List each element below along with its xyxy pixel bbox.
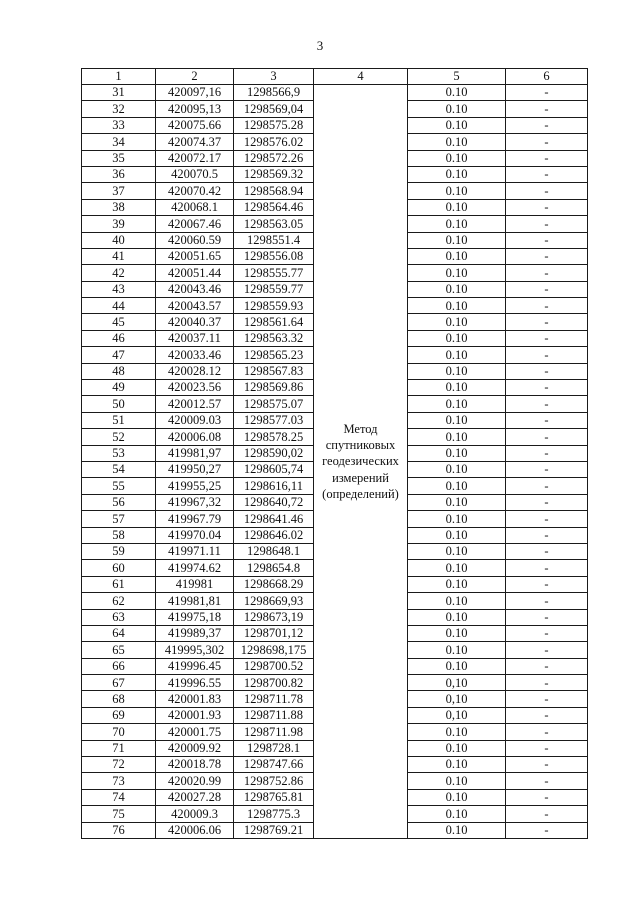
column-6-cell: - [506,675,588,691]
y-coordinate-cell: 1298669,93 [234,593,314,609]
x-coordinate-cell: 420067.46 [156,216,234,232]
x-coordinate-cell: 420009.92 [156,740,234,756]
point-number-cell: 60 [82,560,156,576]
method-cell [314,85,408,839]
column-6-cell: - [506,576,588,592]
x-coordinate-cell: 419970.04 [156,527,234,543]
column-6-cell: - [506,281,588,297]
column-6-cell: - [506,511,588,527]
x-coordinate-cell: 419981,81 [156,593,234,609]
page-number: 3 [316,38,324,53]
point-number-cell: 70 [82,724,156,740]
column-6-cell: - [506,527,588,543]
column-6-cell: - [506,724,588,740]
point-number-cell: 40 [82,232,156,248]
x-coordinate-cell: 419981,97 [156,445,234,461]
header-col-6: 6 [506,69,588,85]
y-coordinate-cell: 1298568.94 [234,183,314,199]
point-number-cell: 62 [82,593,156,609]
y-coordinate-cell: 1298673,19 [234,609,314,625]
column-6-cell: - [506,330,588,346]
y-coordinate-cell: 1298575.28 [234,117,314,133]
point-number-cell: 61 [82,576,156,592]
column-6-cell: - [506,560,588,576]
accuracy-cell: 0.10 [408,298,506,314]
point-number-cell: 75 [82,806,156,822]
column-6-cell: - [506,298,588,314]
y-coordinate-cell: 1298559.77 [234,281,314,297]
accuracy-cell: 0.10 [408,593,506,609]
accuracy-cell: 0.10 [408,248,506,264]
x-coordinate-cell: 419981 [156,576,234,592]
accuracy-cell: 0.10 [408,625,506,641]
y-coordinate-cell: 1298711.98 [234,724,314,740]
column-6-cell: - [506,85,588,101]
x-coordinate-cell: 419971.11 [156,543,234,559]
y-coordinate-cell: 1298668.29 [234,576,314,592]
column-6-cell: - [506,625,588,641]
point-number-cell: 73 [82,773,156,789]
point-number-cell: 31 [82,85,156,101]
column-6-cell: - [506,445,588,461]
point-number-cell: 66 [82,658,156,674]
point-number-cell: 38 [82,199,156,215]
column-6-cell: - [506,183,588,199]
accuracy-cell: 0.10 [408,363,506,379]
column-6-cell: - [506,412,588,428]
y-coordinate-cell: 1298567.83 [234,363,314,379]
accuracy-cell: 0,10 [408,675,506,691]
point-number-cell: 65 [82,642,156,658]
point-number-cell: 47 [82,347,156,363]
accuracy-cell: 0.10 [408,789,506,805]
point-number-cell: 35 [82,150,156,166]
point-number-cell: 39 [82,216,156,232]
x-coordinate-cell: 420033.46 [156,347,234,363]
accuracy-cell: 0.10 [408,265,506,281]
x-coordinate-cell: 420018.78 [156,757,234,773]
y-coordinate-cell: 1298569,04 [234,101,314,117]
x-coordinate-cell: 419975,18 [156,609,234,625]
accuracy-cell: 0.10 [408,642,506,658]
point-number-cell: 54 [82,461,156,477]
point-number-cell: 32 [82,101,156,117]
accuracy-cell: 0.10 [408,85,506,101]
point-number-cell: 55 [82,478,156,494]
x-coordinate-cell: 419996.45 [156,658,234,674]
accuracy-cell: 0.10 [408,134,506,150]
y-coordinate-cell: 1298563.32 [234,330,314,346]
accuracy-cell: 0.10 [408,347,506,363]
point-number-cell: 42 [82,265,156,281]
point-number-cell: 46 [82,330,156,346]
accuracy-cell: 0.10 [408,199,506,215]
point-number-cell: 52 [82,429,156,445]
y-coordinate-cell: 1298648.1 [234,543,314,559]
column-6-cell: - [506,806,588,822]
y-coordinate-cell: 1298565.23 [234,347,314,363]
point-number-cell: 37 [82,183,156,199]
x-coordinate-cell: 419967.79 [156,511,234,527]
method-line: спутниковых [325,438,396,453]
x-coordinate-cell: 420006.08 [156,429,234,445]
y-coordinate-cell: 1298590,02 [234,445,314,461]
column-6-cell: - [506,101,588,117]
column-6-cell: - [506,150,588,166]
table-body [82,85,588,839]
column-6-cell: - [506,642,588,658]
method-line: (определений) [322,486,399,501]
accuracy-cell: 0.10 [408,543,506,559]
y-coordinate-cell: 1298605,74 [234,461,314,477]
y-coordinate-cell: 1298728.1 [234,740,314,756]
x-coordinate-cell: 420009.03 [156,412,234,428]
accuracy-cell: 0.10 [408,183,506,199]
y-coordinate-cell: 1298698,175 [234,642,314,658]
column-6-cell: - [506,609,588,625]
x-coordinate-cell: 420028.12 [156,363,234,379]
x-coordinate-cell: 419967,32 [156,494,234,510]
y-coordinate-cell: 1298700.82 [234,675,314,691]
y-coordinate-cell: 1298775.3 [234,806,314,822]
accuracy-cell: 0.10 [408,216,506,232]
y-coordinate-cell: 1298563.05 [234,216,314,232]
point-number-cell: 69 [82,707,156,723]
x-coordinate-cell: 420012.57 [156,396,234,412]
column-6-cell: - [506,166,588,182]
column-6-cell: - [506,199,588,215]
accuracy-cell: 0.10 [408,101,506,117]
y-coordinate-cell: 1298575.07 [234,396,314,412]
x-coordinate-cell: 420043.57 [156,298,234,314]
x-coordinate-cell: 420001.75 [156,724,234,740]
x-coordinate-cell: 420068.1 [156,199,234,215]
y-coordinate-cell: 1298556.08 [234,248,314,264]
point-number-cell: 64 [82,625,156,641]
accuracy-cell: 0.10 [408,412,506,428]
y-coordinate-cell: 1298569.86 [234,380,314,396]
x-coordinate-cell: 420060.59 [156,232,234,248]
x-coordinate-cell: 419974.62 [156,560,234,576]
point-number-cell: 48 [82,363,156,379]
accuracy-cell: 0.10 [408,527,506,543]
y-coordinate-cell: 1298577.03 [234,412,314,428]
y-coordinate-cell: 1298564.46 [234,199,314,215]
y-coordinate-cell: 1298566,9 [234,85,314,101]
point-number-cell: 68 [82,691,156,707]
column-6-cell: - [506,117,588,133]
accuracy-cell: 0,10 [408,691,506,707]
header-col-3: 3 [234,69,314,85]
accuracy-cell: 0.10 [408,330,506,346]
column-6-cell: - [506,134,588,150]
x-coordinate-cell: 420001.93 [156,707,234,723]
y-coordinate-cell: 1298752.86 [234,773,314,789]
y-coordinate-cell: 1298569.32 [234,166,314,182]
column-6-cell: - [506,248,588,264]
point-number-cell: 76 [82,822,156,838]
x-coordinate-cell: 420070.42 [156,183,234,199]
accuracy-cell: 0.10 [408,724,506,740]
point-number-cell: 34 [82,134,156,150]
x-coordinate-cell: 420095,13 [156,101,234,117]
x-coordinate-cell: 420009.3 [156,806,234,822]
x-coordinate-cell: 420001.83 [156,691,234,707]
accuracy-cell: 0.10 [408,494,506,510]
accuracy-cell: 0.10 [408,117,506,133]
x-coordinate-cell: 420051.44 [156,265,234,281]
x-coordinate-cell: 419989,37 [156,625,234,641]
y-coordinate-cell: 1298700.52 [234,658,314,674]
x-coordinate-cell: 420040.37 [156,314,234,330]
accuracy-cell: 0.10 [408,511,506,527]
y-coordinate-cell: 1298578.25 [234,429,314,445]
x-coordinate-cell: 420075.66 [156,117,234,133]
column-6-cell: - [506,707,588,723]
header-col-5: 5 [408,69,506,85]
column-6-cell: - [506,494,588,510]
x-coordinate-cell: 420051.65 [156,248,234,264]
point-number-cell: 67 [82,675,156,691]
table-row [82,85,588,101]
accuracy-cell: 0,10 [408,707,506,723]
method-line: измерений [332,470,389,485]
y-coordinate-cell: 1298572.26 [234,150,314,166]
column-6-cell: - [506,461,588,477]
point-number-cell: 33 [82,117,156,133]
table-header-row [82,69,588,85]
x-coordinate-cell: 420070.5 [156,166,234,182]
accuracy-cell: 0.10 [408,822,506,838]
point-number-cell: 71 [82,740,156,756]
column-6-cell: - [506,789,588,805]
header-col-1: 1 [82,69,156,85]
point-number-cell: 50 [82,396,156,412]
accuracy-cell: 0.10 [408,658,506,674]
y-coordinate-cell: 1298646.02 [234,527,314,543]
y-coordinate-cell: 1298576.02 [234,134,314,150]
column-6-cell: - [506,232,588,248]
x-coordinate-cell: 420020.99 [156,773,234,789]
y-coordinate-cell: 1298616,11 [234,478,314,494]
point-number-cell: 63 [82,609,156,625]
column-6-cell: - [506,265,588,281]
point-number-cell: 44 [82,298,156,314]
point-number-cell: 43 [82,281,156,297]
y-coordinate-cell: 1298555.77 [234,265,314,281]
column-6-cell: - [506,658,588,674]
point-number-cell: 53 [82,445,156,461]
x-coordinate-cell: 420043.46 [156,281,234,297]
method-line: Метод [343,421,378,436]
column-6-cell: - [506,773,588,789]
column-6-cell: - [506,363,588,379]
x-coordinate-cell: 419995,302 [156,642,234,658]
column-6-cell: - [506,478,588,494]
point-number-cell: 45 [82,314,156,330]
column-6-cell: - [506,347,588,363]
accuracy-cell: 0.10 [408,773,506,789]
x-coordinate-cell: 420097,16 [156,85,234,101]
y-coordinate-cell: 1298711.78 [234,691,314,707]
x-coordinate-cell: 420023.56 [156,380,234,396]
accuracy-cell: 0.10 [408,757,506,773]
y-coordinate-cell: 1298769.21 [234,822,314,838]
x-coordinate-cell: 420072.17 [156,150,234,166]
column-6-cell: - [506,396,588,412]
accuracy-cell: 0.10 [408,429,506,445]
x-coordinate-cell: 420006.06 [156,822,234,838]
x-coordinate-cell: 419955,25 [156,478,234,494]
accuracy-cell: 0.10 [408,461,506,477]
accuracy-cell: 0.10 [408,576,506,592]
column-6-cell: - [506,543,588,559]
header-col-2: 2 [156,69,234,85]
accuracy-cell: 0.10 [408,806,506,822]
y-coordinate-cell: 1298654.8 [234,560,314,576]
x-coordinate-cell: 420074.37 [156,134,234,150]
point-number-cell: 72 [82,757,156,773]
y-coordinate-cell: 1298765.81 [234,789,314,805]
point-number-cell: 58 [82,527,156,543]
accuracy-cell: 0.10 [408,281,506,297]
y-coordinate-cell: 1298641.46 [234,511,314,527]
point-number-cell: 49 [82,380,156,396]
accuracy-cell: 0.10 [408,232,506,248]
method-line: геодезических [322,454,399,469]
accuracy-cell: 0.10 [408,166,506,182]
y-coordinate-cell: 1298561.64 [234,314,314,330]
point-number-cell: 57 [82,511,156,527]
column-6-cell: - [506,429,588,445]
column-6-cell: - [506,822,588,838]
accuracy-cell: 0.10 [408,740,506,756]
accuracy-cell: 0.10 [408,609,506,625]
accuracy-cell: 0.10 [408,445,506,461]
x-coordinate-cell: 419996.55 [156,675,234,691]
point-number-cell: 41 [82,248,156,264]
column-6-cell: - [506,757,588,773]
point-number-cell: 59 [82,543,156,559]
coordinates-table [81,68,588,839]
accuracy-cell: 0.10 [408,396,506,412]
column-6-cell: - [506,314,588,330]
point-number-cell: 56 [82,494,156,510]
accuracy-cell: 0.10 [408,314,506,330]
y-coordinate-cell: 1298711.88 [234,707,314,723]
header-col-4: 4 [314,69,408,85]
x-coordinate-cell: 420027.28 [156,789,234,805]
column-6-cell: - [506,216,588,232]
column-6-cell: - [506,740,588,756]
accuracy-cell: 0.10 [408,560,506,576]
y-coordinate-cell: 1298640,72 [234,494,314,510]
x-coordinate-cell: 419950,27 [156,461,234,477]
y-coordinate-cell: 1298559.93 [234,298,314,314]
accuracy-cell: 0.10 [408,478,506,494]
column-6-cell: - [506,593,588,609]
y-coordinate-cell: 1298701,12 [234,625,314,641]
point-number-cell: 36 [82,166,156,182]
x-coordinate-cell: 420037.11 [156,330,234,346]
point-number-cell: 51 [82,412,156,428]
column-6-cell: - [506,380,588,396]
y-coordinate-cell: 1298551.4 [234,232,314,248]
y-coordinate-cell: 1298747.66 [234,757,314,773]
point-number-cell: 74 [82,789,156,805]
accuracy-cell: 0.10 [408,380,506,396]
accuracy-cell: 0.10 [408,150,506,166]
column-6-cell: - [506,691,588,707]
